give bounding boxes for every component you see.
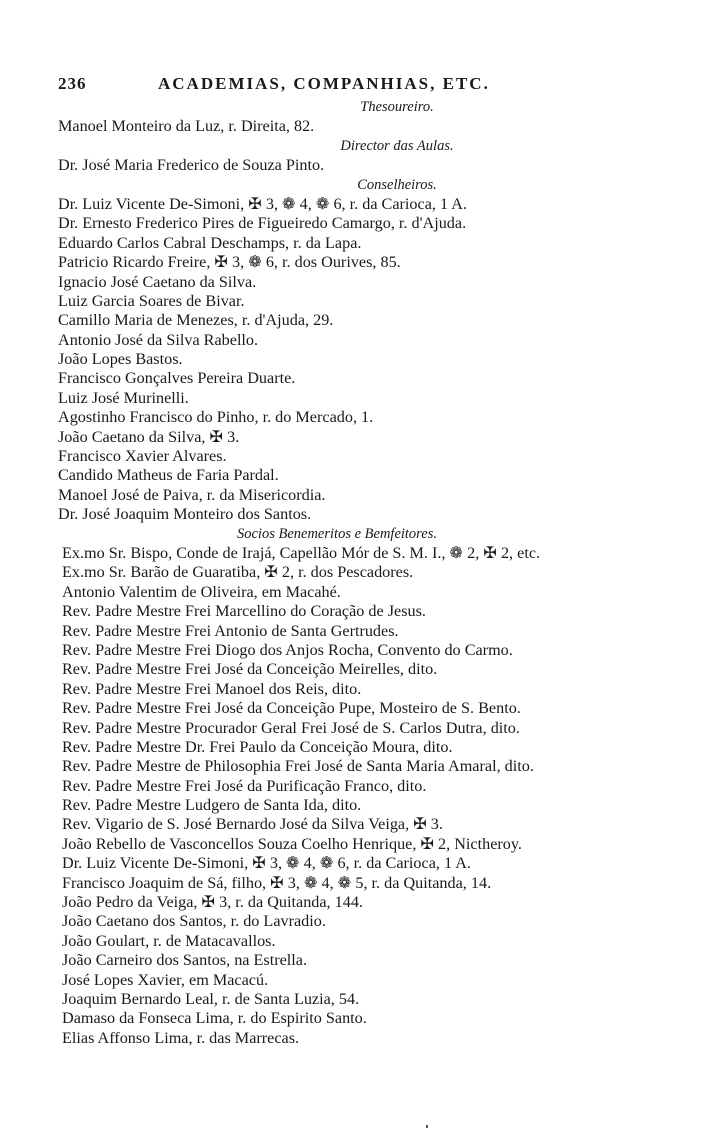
list-item: João Goulart, r. de Matacavallos. [62,931,276,950]
list-item: João Lopes Bastos. [58,350,183,369]
list-item: Rev. Padre Mestre Frei José da Purificação Franco, dito. [62,776,427,795]
list-item: Patricio Ricardo Freire, ✠ 3, ❁ 6, r. dos Ourives, 85. [58,253,401,272]
list-item: Francisco Xavier Alvares. [58,447,227,466]
list-item: Rev. Padre Mestre Frei José da Conceição Pupe, Mosteiro de S. Bento. [62,699,521,718]
list-item: Luiz José Murinelli. [58,388,189,407]
list-item: Rev. Padre Mestre Frei Diogo dos Anjos Rocha, Convento do Carmo. [62,640,513,659]
list-item: Candido Matheus de Faria Pardal. [58,466,279,485]
list-item: Camillo Maria de Menezes, r. d'Ajuda, 29. [58,311,334,330]
list-item: Rev. Padre Mestre Frei Marcellino do Coração de Jesus. [62,602,426,621]
list-item: Francisco Gonçalves Pereira Duarte. [58,369,296,388]
list-item: Rev. Padre Mestre Frei José da Conceição Meirelles, dito. [62,660,438,679]
list-item: Dr. José Maria Frederico de Souza Pinto. [58,156,325,175]
list-item: Dr. Luiz Vicente De-Simoni, ✠ 3, ❁ 4, ❁ 6, r. da Carioca, 1 A. [62,854,471,873]
list-item: Eduardo Carlos Cabral Deschamps, r. da Lapa. [58,233,362,252]
list-item: Rev. Padre Mestre Frei Manoel dos Reis, dito. [62,679,362,698]
list-item: Luiz Garcia Soares de Bivar. [58,291,245,310]
list-item: Dr. José Joaquim Monteiro dos Santos. [58,505,312,524]
list-item: Rev. Padre Mestre de Philosophia Frei José de Santa Maria Amaral, dito. [62,757,534,776]
list-item: Elias Affonso Lima, r. das Marrecas. [62,1028,300,1047]
list-item: João Rebello de Vasconcellos Souza Coelho Henrique, ✠ 2, Nictheroy. [62,834,522,853]
list-item: Antonio Valentim de Oliveira, em Macahé. [62,582,341,601]
list-item: Manoel Monteiro da Luz, r. Direita, 82. [58,117,315,136]
list-item: Dr. Luiz Vicente De-Simoni, ✠ 3, ❁ 4, ❁ 6, r. da Carioca, 1 A. [58,194,467,213]
list-item: Rev. Vigario de S. José Bernardo José da Silva Veiga, ✠ 3. [62,815,443,834]
page-body [0,98,704,1048]
list-item: Rev. Padre Mestre Frei Antonio de Santa Gertrudes. [62,621,399,640]
print-speck [426,1125,428,1128]
running-head: ACADEMIAS, COMPANHIAS, ETC. [158,74,490,93]
list-item: Dr. Ernesto Frederico Pires de Figueiredo Camargo, r. d'Ajuda. [58,214,467,233]
section-heading: Conselheiros. [357,176,437,193]
page-header [58,74,618,98]
list-item: João Carneiro dos Santos, na Estrella. [62,951,308,970]
list-item: João Caetano da Silva, ✠ 3. [58,427,240,446]
page-number: 236 [58,74,87,93]
section-heading: Director das Aulas. [340,137,454,154]
list-item: João Caetano dos Santos, r. do Lavradio. [62,912,326,931]
list-item: Rev. Padre Mestre Dr. Frei Paulo da Conceição Moura, dito. [62,737,453,756]
list-item: José Lopes Xavier, em Macacú. [62,970,269,989]
list-item: Agostinho Francisco do Pinho, r. do Mercado, 1. [58,408,374,427]
list-item: Damaso da Fonseca Lima, r. do Espirito Santo. [62,1009,367,1028]
list-item: Francisco Joaquim de Sá, filho, ✠ 3, ❁ 4, ❁ 5, r. da Quitanda, 14. [62,873,492,892]
section-heading: Socios Benemeritos e Bemfeitores. [237,525,437,542]
list-item: Manoel José de Paiva, r. da Misericordia. [58,485,326,504]
list-item: Ex.mo Sr. Bispo, Conde de Irajá, Capellão Mór de S. M. I., ❁ 2, ✠ 2, etc. [62,543,541,562]
list-item: Rev. Padre Mestre Ludgero de Santa Ida, dito. [62,796,362,815]
list-item: João Pedro da Veiga, ✠ 3, r. da Quitanda, 144. [62,893,363,912]
list-item: Ex.mo Sr. Barão de Guaratiba, ✠ 2, r. dos Pescadores. [62,563,414,582]
list-item: Rev. Padre Mestre Procurador Geral Frei José de S. Carlos Dutra, dito. [62,718,520,737]
list-item: Joaquim Bernardo Leal, r. de Santa Luzia, 54. [62,989,360,1008]
section-heading: Thesoureiro. [360,99,434,115]
list-item: Antonio José da Silva Rabello. [58,330,259,349]
list-item: Ignacio José Caetano da Silva. [58,272,257,291]
